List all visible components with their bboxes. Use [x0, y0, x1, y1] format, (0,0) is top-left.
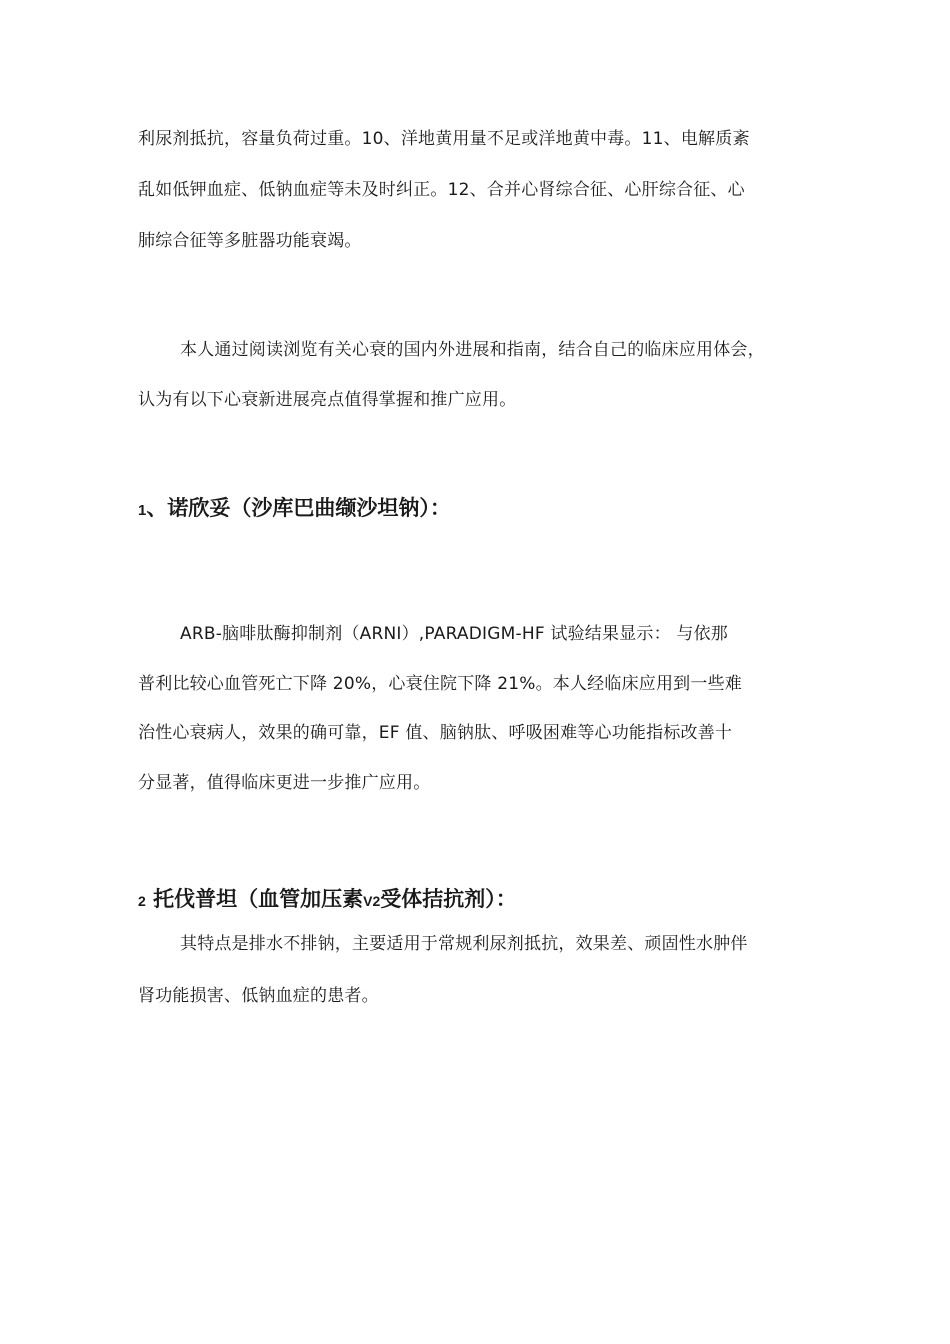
paragraph-2-line-2: 认为有以下心衰新进展亮点值得掌握和推广应用。: [138, 390, 517, 410]
section-2-line-2: 肾功能损害、低钠血症的患者。: [138, 986, 379, 1006]
section-1-line-2: 普利比较心血管死亡下降 20%，心衰住院下降 21%。本人经临床应用到一些难: [138, 674, 742, 694]
section-2-title-v2: V2: [363, 893, 381, 909]
paragraph-2-line-1: 本人通过阅读浏览有关心衰的国内外进展和指南，结合自己的临床应用体会，: [180, 340, 765, 360]
paragraph-1-line-2: 乱如低钾血症、低钠血症等未及时纠正。12、合并心肾综合征、心肝综合征、心: [138, 180, 745, 200]
section-1-heading: [138, 494, 451, 525]
section-1-title: 、诺欣妥（沙库巴曲缬沙坦钠）：: [146, 495, 451, 520]
section-2-number: 2: [138, 893, 146, 909]
section-1-line-1: ARB-脑啡肽酶抑制剂（ARNI）,PARADIGM-HF 试验结果显示： 与依那: [180, 624, 729, 644]
section-2-heading: [138, 885, 517, 915]
section-2-title-c: 受体拮抗剂）：: [380, 886, 517, 911]
paragraph-1-line-3: 肺综合征等多脏器功能衰竭。: [138, 231, 362, 251]
section-2-line-1: 其特点是排水不排钠，主要适用于常规利尿剂抵抗，效果差、顽固性水肿伴: [180, 934, 748, 954]
section-1-line-4: 分显著，值得临床更进一步推广应用。: [138, 773, 431, 793]
paragraph-1-line-1: 利尿剂抵抗，容量负荷过重。10、洋地黄用量不足或洋地黄中毒。11、电解质紊: [138, 129, 750, 149]
section-2-title-a: 托伐普坦（血管加压素: [153, 886, 364, 911]
section-1-number: 1: [138, 502, 147, 519]
section-1-line-3: 治性心衰病人，效果的确可靠，EF 值、脑钠肽、呼吸困难等心功能指标改善十: [138, 723, 733, 743]
